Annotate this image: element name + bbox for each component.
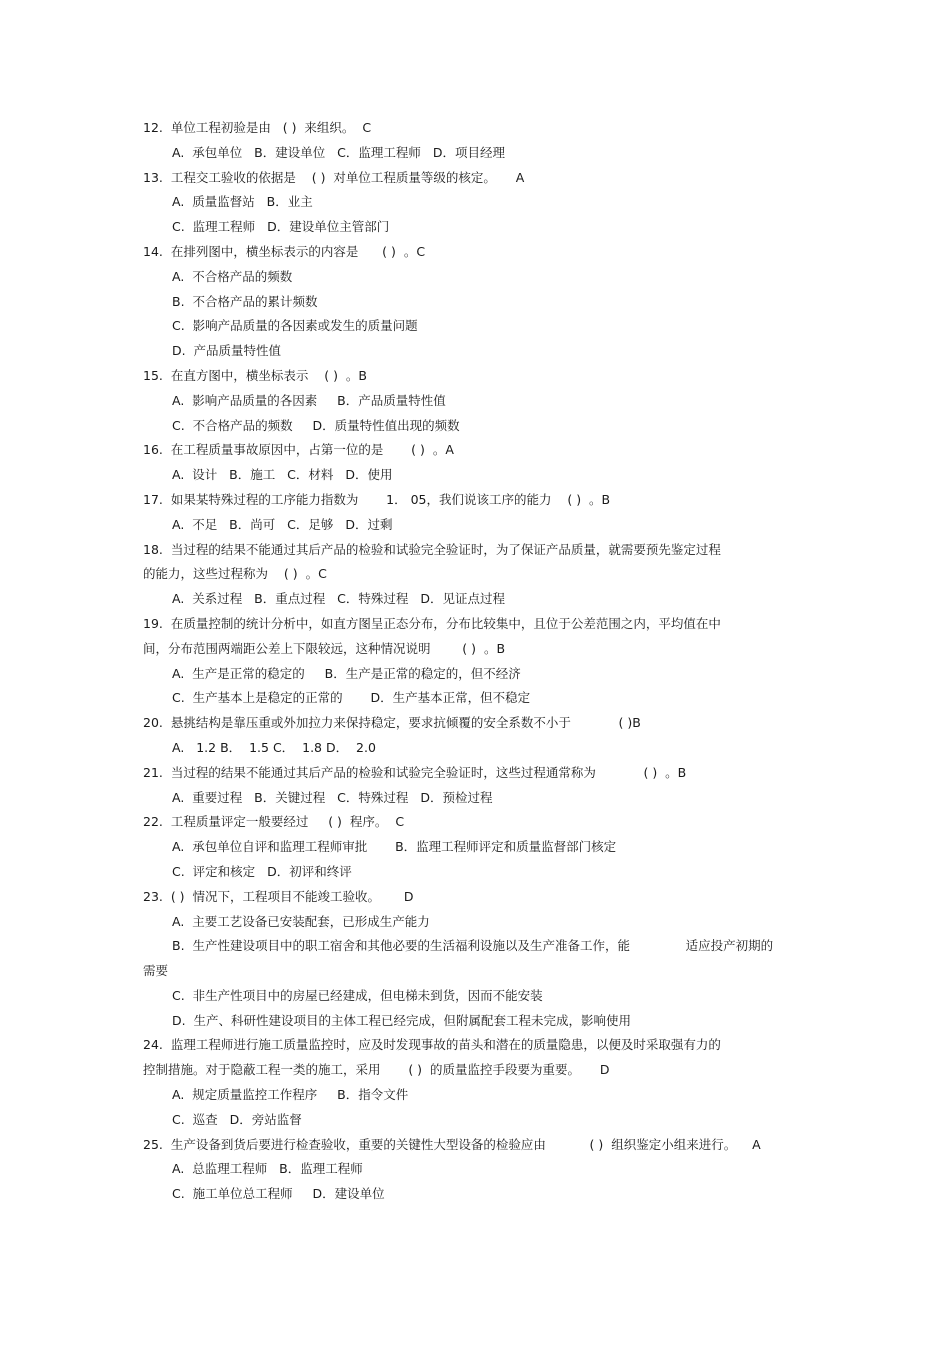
question-22-options-ab: A. 承包单位自评和监理工程师审批 B．监理工程师评定和质量监督部门核定 — [172, 839, 617, 855]
question-23-option-d: D. 生产、科研性建设项目的主体工程已经完成，但附属配套工程未完成，影响使用 — [172, 1012, 632, 1028]
question-14-option-d: D. 产品质量特性值 — [172, 343, 282, 359]
question-24-options-ab: A. 规定质量监控工作程序 B．指令文件 — [172, 1087, 409, 1103]
question-19-options-cd: C. 生产基本上是稳定的正常的 D．生产基本正常，但不稳定 — [172, 690, 531, 706]
question-14-option-c: C. 影响产品质量的各因素或发生的质量问题 — [172, 318, 418, 334]
question-16: 16. 在工程质量事故原因中，占第一位的是 ( ) 。A — [143, 442, 454, 458]
question-17: 17. 如果某特殊过程的工序能力指数为 1． 05，我们说该工序的能力 ( ) 。B — [143, 491, 611, 507]
question-18-line-2: 的能力，这些过程称为 ( ) 。C — [143, 566, 327, 582]
question-13-options-ab: A. 质量监督站 B．业主 — [172, 194, 313, 210]
question-14-option-a: A. 不合格产品的频数 — [172, 268, 293, 284]
question-14-option-b: B. 不合格产品的累计频数 — [172, 293, 318, 309]
question-17-options: A. 不足 B．尚可 C．足够 D．过剩 — [172, 516, 393, 532]
question-23-option-a: A. 主要工艺设备已安装配套，已形成生产能力 — [172, 913, 430, 929]
question-19-line-2: 间，分布范围两端距公差上下限较远，这种情况说明 ( ) 。B — [143, 640, 506, 656]
question-13-options-cd: C. 监理工程师 D．建设单位主管部门 — [172, 219, 390, 235]
question-24-line-2: 控制措施。对于隐蔽工程一类的施工，采用 ( ) 的质量监控手段要为重要。 D — [143, 1062, 610, 1078]
question-13: 13. 工程交工验收的依据是 ( ) 对单位工程质量等级的核定。 A — [143, 169, 525, 185]
question-12-options: A. 承包单位 B．建设单位 C．监理工程师 D．项目经理 — [172, 144, 505, 160]
question-25: 25. 生产设备到货后要进行检查验收，重要的关键性大型设备的检验应由 ( ) 组织鉴定小组来进行。 A — [143, 1136, 761, 1152]
question-21: 21. 当过程的结果不能通过其后产品的检验和试验完全验证时，这些过程通常称为 ( ) 。B — [143, 764, 687, 780]
question-list — [143, 116, 823, 1207]
question-20: 20. 悬挑结构是靠压重或外加拉力来保持稳定，要求抗倾覆的安全系数不小于 ( )B — [143, 715, 641, 731]
question-19-line-1: 19. 在质量控制的统计分析中，如直方图呈正态分布，分布比较集中，且位于公差范围之内，平均值在中 — [143, 615, 721, 631]
question-25-options-cd: C. 施工单位总工程师 D．建设单位 — [172, 1186, 385, 1202]
question-15-options-cd: C. 不合格产品的频数 D．质量特性值出现的频数 — [172, 417, 460, 433]
question-18-options: A. 关系过程 B．重点过程 C．特殊过程 D．见证点过程 — [172, 591, 505, 607]
question-23-option-b-continued: 需要 — [143, 963, 169, 979]
question-24-options-cd: C. 巡查 D．旁站监督 — [172, 1111, 302, 1127]
question-14: 14. 在排列图中，横坐标表示的内容是 ( ) 。C — [143, 243, 426, 259]
question-22: 22. 工程质量评定一般要经过 ( ) 程序。 C — [143, 814, 405, 830]
question-21-options: A. 重要过程 B．关键过程 C．特殊过程 D．预检过程 — [172, 789, 493, 805]
question-16-options: A. 设计 B．施工 C．材料 D．使用 — [172, 467, 393, 483]
question-19-options-ab: A. 生产是正常的稳定的 B．生产是正常的稳定的，但不经济 — [172, 665, 521, 681]
question-20-options: A. 1.2 B． 1.5 C． 1.8 D． 2.0 — [172, 739, 376, 755]
question-22-options-cd: C. 评定和核定 D．初评和终评 — [172, 863, 352, 879]
question-23: 23. ( ) 情况下，工程项目不能竣工验收。 D — [143, 888, 414, 904]
question-18-line-1: 18. 当过程的结果不能通过其后产品的检验和试验完全验证时，为了保证产品质量，就需要预先鉴定过程 — [143, 541, 721, 557]
question-15-options-ab: A. 影响产品质量的各因素 B．产品质量特性值 — [172, 392, 446, 408]
question-23-option-c: C. 非生产性项目中的房屋已经建成，但电梯未到货，因而不能安装 — [172, 987, 543, 1003]
question-15: 15. 在直方图中，横坐标表示 ( ) 。B — [143, 367, 367, 383]
question-24-line-1: 24. 监理工程师进行施工质量监控时，应及时发现事故的苗头和潜在的质量隐患，以便及时采取强有力的 — [143, 1037, 721, 1053]
question-12: 12. 单位工程初验是由 ( ) 来组织。 C — [143, 120, 372, 135]
question-25-options-ab: A. 总监理工程师 B．监理工程师 — [172, 1161, 363, 1177]
question-23-option-b: B. 生产性建设项目中的职工宿舍和其他必要的生活福利设施以及生产准备工作，能 适应投产初期的 — [172, 938, 774, 954]
